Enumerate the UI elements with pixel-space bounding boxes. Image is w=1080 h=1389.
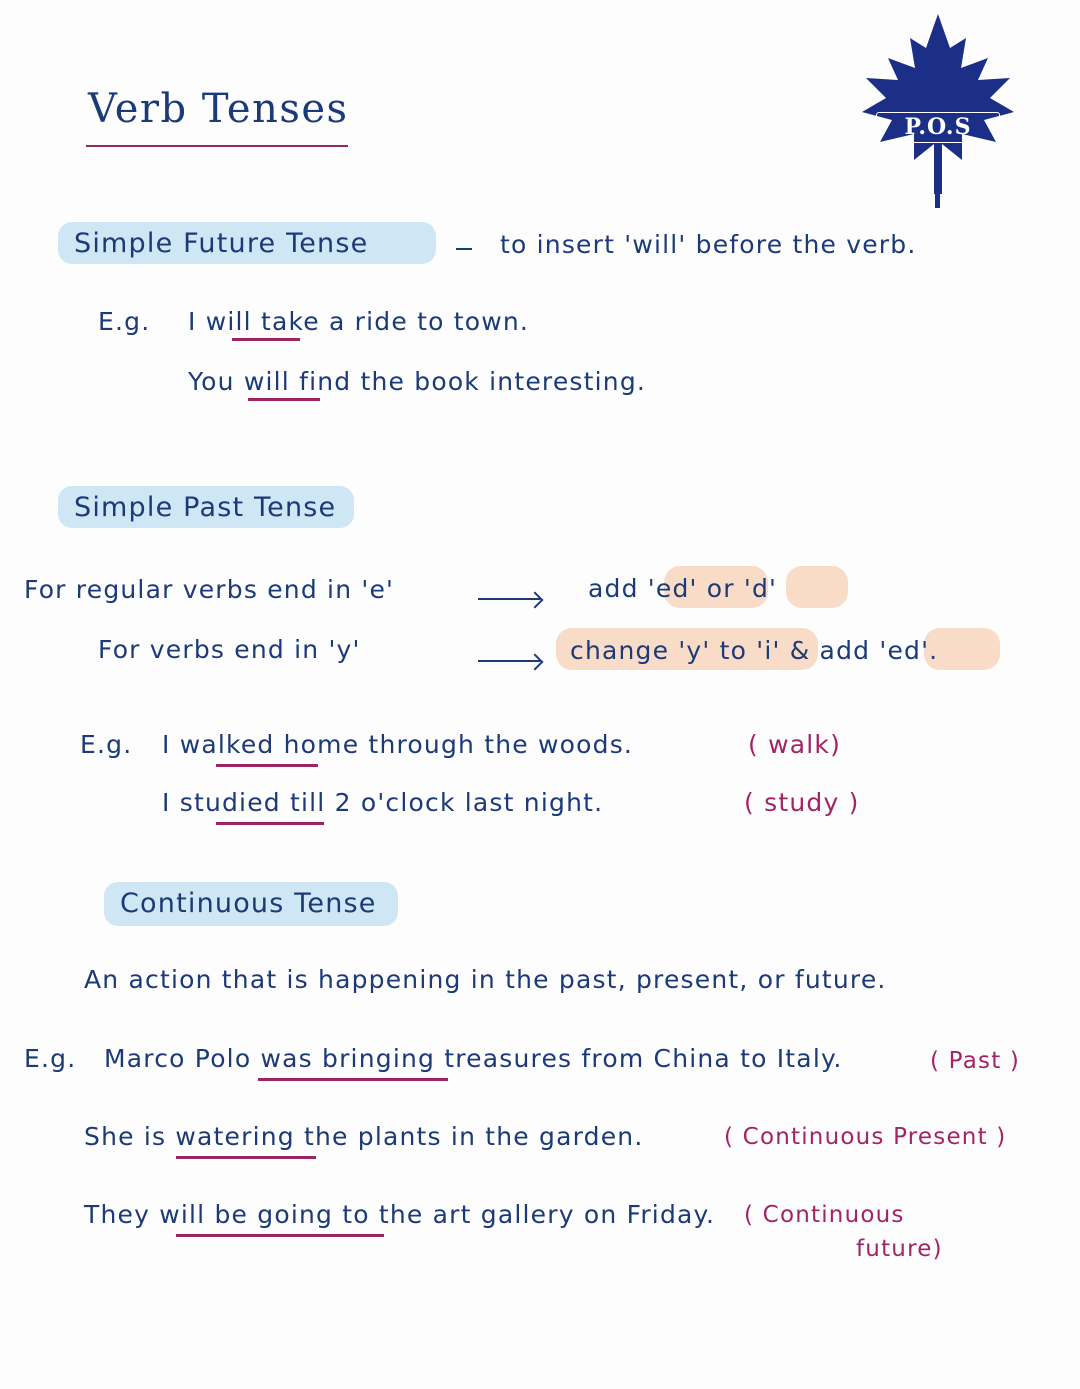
heading-simple-past: Simple Past Tense — [74, 492, 337, 523]
example-past-note-1: ( walk) — [748, 730, 842, 759]
maple-leaf-icon — [858, 8, 1018, 208]
arrow-1 — [478, 598, 540, 600]
underline-was-bringing — [258, 1078, 448, 1081]
heading-simple-future: Simple Future Tense — [74, 228, 369, 259]
underline-will-be-going — [176, 1234, 384, 1237]
page-title: Verb Tenses — [88, 86, 349, 132]
example-future-2: You will find the book interesting. — [188, 367, 647, 396]
past-rule-condition-1: For regular verbs end in 'e' — [24, 575, 395, 604]
past-rule-result-1: add 'ed' or 'd' — [588, 574, 778, 603]
heading-continuous: Continuous Tense — [120, 888, 377, 919]
title-underline — [86, 145, 348, 147]
underline-is-watering — [176, 1156, 316, 1159]
example-past-note-2: ( study ) — [744, 788, 860, 817]
arrow-2 — [478, 660, 540, 662]
example-cont-note-3b: future) — [856, 1236, 943, 1262]
underline-will-1 — [232, 338, 300, 341]
rule-simple-future: to insert 'will' before the verb. — [500, 230, 917, 259]
example-past-1: I walked home through the woods. — [162, 730, 634, 759]
example-cont-note-3: ( Continuous — [744, 1202, 905, 1228]
underline-studied — [216, 822, 324, 825]
highlight-d — [786, 566, 848, 608]
example-future-1: I will take a ride to town. — [188, 307, 530, 336]
example-cont-note-1: ( Past ) — [930, 1048, 1021, 1074]
underline-walked — [216, 764, 318, 767]
past-rule-result-2: change 'y' to 'i' & add 'ed'. — [570, 636, 939, 665]
eg-label-2: E.g. — [80, 730, 133, 759]
logo-label: P.O.S — [876, 112, 1000, 143]
dash-separator — [456, 248, 472, 250]
underline-will-2 — [248, 398, 320, 401]
example-cont-note-2: ( Continuous Present ) — [724, 1124, 1007, 1150]
example-past-2: I studied till 2 o'clock last night. — [162, 788, 604, 817]
eg-label-3: E.g. — [24, 1044, 77, 1073]
definition-continuous: An action that is happening in the past, present, or future. — [84, 965, 887, 994]
example-cont-1: Marco Polo was bringing treasures from China to Italy. — [104, 1044, 843, 1073]
past-rule-condition-2: For verbs end in 'y' — [98, 635, 361, 664]
eg-label-1: E.g. — [98, 307, 151, 336]
example-cont-3: They will be going to the art gallery on Friday. — [84, 1200, 716, 1229]
example-cont-2: She is watering the plants in the garden. — [84, 1122, 644, 1151]
